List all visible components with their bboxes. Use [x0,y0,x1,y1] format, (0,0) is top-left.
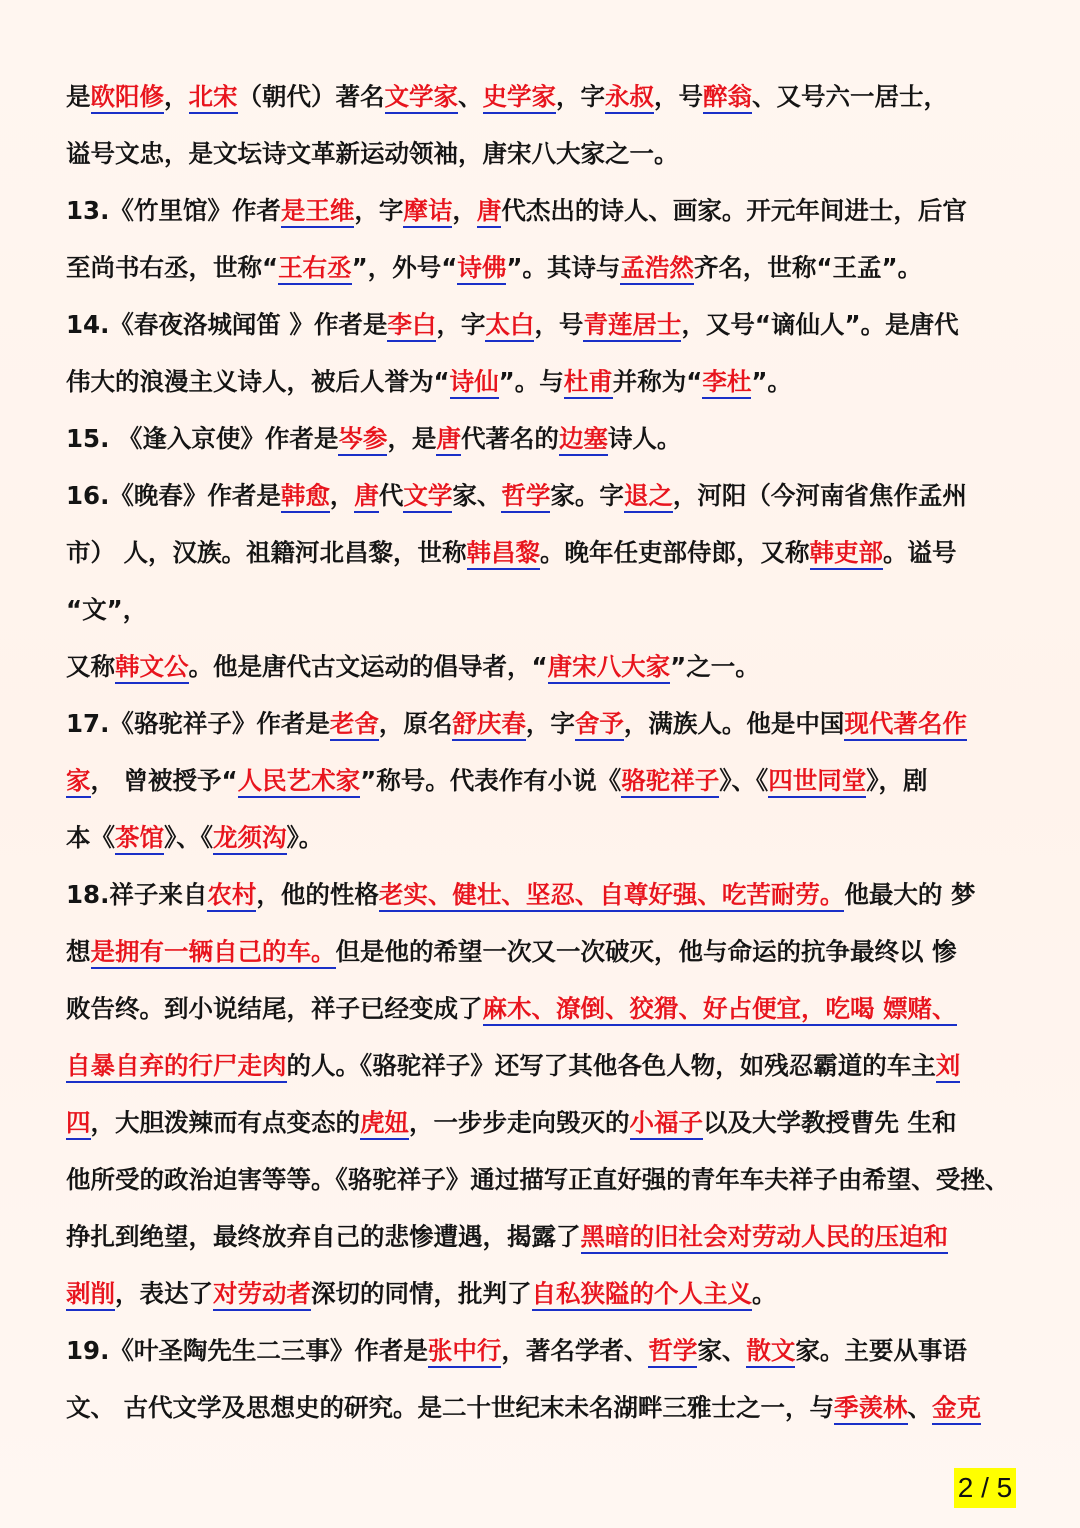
highlighted-answer: 老实、健壮、坚忍、自尊好强、吃苦耐劳。 [379,880,845,912]
text-line [66,1151,1018,1208]
highlighted-answer: 老舍 [330,709,379,741]
text-line [66,68,1018,125]
text-segment: 并称为“ [612,367,703,396]
text-segment: ，字 [525,709,575,738]
text-line [66,182,1018,239]
text-segment: ， [164,82,189,111]
highlighted-answer: 虎妞 [360,1108,409,1140]
text-segment: 齐名，世称“王孟”。 [693,253,923,282]
highlighted-answer: 史学家 [483,82,557,114]
text-segment: ，号 [654,82,703,111]
text-segment: 诗人。 [607,424,682,453]
text-segment: 伟大的浪漫主义诗人，被后人誉为“ [66,367,450,396]
text-segment: 想 [66,937,91,966]
text-segment: ，又号“谪仙人”。是唐代 [681,310,959,339]
highlighted-answer: 边塞 [559,424,608,456]
highlighted-answer: 杜甫 [564,367,613,399]
highlighted-answer: 韩吏部 [810,538,884,570]
highlighted-answer: 韩文公 [115,652,189,684]
text-line [66,1265,1018,1322]
text-segment: 深切的同情，批判了 [311,1279,532,1308]
text-segment: ，著名学者、 [501,1336,649,1365]
text-segment: ， [452,196,477,225]
highlighted-answer: 是拥有一辆自己的车。 [91,937,336,969]
highlighted-answer: 摩诘 [403,196,452,228]
text-segment: ”之一。 [670,652,760,681]
highlighted-answer: 哲学 [501,481,550,513]
text-segment: ， 曾被授予“ [90,766,238,795]
highlighted-answer: 小福子 [630,1108,704,1140]
text-line [66,410,1018,467]
text-segment: 》。 [286,823,324,852]
text-line [66,353,1018,410]
text-line [66,866,1018,923]
text-segment: 家。字 [550,481,624,510]
highlighted-answer: 刘 [936,1051,961,1083]
text-line [66,752,1018,809]
highlighted-answer: 四 [66,1108,91,1140]
text-segment: 14.《春夜洛城闻笛 》作者是 [66,310,388,339]
text-segment: 、 [907,1393,933,1422]
text-line [66,638,1018,695]
text-segment: 家、 [697,1336,747,1365]
text-segment: 13.《竹里馆》作者 [66,196,281,225]
highlighted-answer: 诗仙 [450,367,499,399]
text-segment: ”，外号“ [351,253,458,282]
text-segment: 。 [752,1279,777,1308]
text-line [66,467,1018,524]
text-segment: ，河阳（今河南省焦作孟州 [672,481,967,510]
highlighted-answer: 永叔 [605,82,654,114]
text-segment: 、又号六一居士， [752,82,948,111]
highlighted-answer: 人民艺术家 [238,766,361,798]
text-line [66,524,1018,581]
highlighted-answer: 哲学 [648,1336,697,1368]
highlighted-answer: 唐 [354,481,379,513]
text-segment: ，原名 [378,709,453,738]
text-segment: ，大胆泼辣而有点变态的 [90,1108,360,1137]
highlighted-answer: 岑参 [338,424,387,456]
highlighted-answer: 韩昌黎 [467,538,541,570]
highlighted-answer: 自暴自弃的行尸走肉 [66,1051,287,1083]
highlighted-answer: 季羡林 [834,1393,908,1425]
text-segment: 15. 《逢入京使》作者是 [66,424,339,453]
text-line [66,923,1018,980]
text-line [66,1094,1018,1151]
text-segment: 17.《骆驼祥子》作者是 [66,709,330,738]
text-segment: 家。主要从事语 [795,1336,967,1365]
text-segment: 代 [378,481,404,510]
text-segment: 家、 [452,481,502,510]
highlighted-answer: 是王维 [281,196,355,228]
highlighted-answer: 麻木、潦倒、狡猾、好占便宜，吃喝 嫖赌、 [483,994,957,1026]
highlighted-answer: 退之 [624,481,673,513]
text-line [66,125,1018,182]
text-segment: ， [329,481,355,510]
text-segment: “文”， [66,595,148,624]
highlighted-answer: 龙须沟 [213,823,287,855]
text-segment: 又称 [66,652,115,681]
text-segment: ，一步步走向毁灭的 [409,1108,630,1137]
text-segment: 16.《晚春》作者是 [66,481,281,510]
highlighted-answer: 骆驼祥子 [621,766,719,798]
highlighted-answer: 剥削 [66,1279,115,1311]
text-segment: 。谥号 [883,538,957,567]
text-line [66,980,1018,1037]
highlighted-answer: 文学家 [385,82,459,114]
text-segment: 挣扎到绝望，最终放弃自己的悲惨遭遇，揭露了 [66,1222,581,1251]
text-segment: 本《 [66,823,115,852]
text-segment: 。他是唐代古文运动的倡导者，“ [188,652,548,681]
highlighted-answer: 青莲居士 [583,310,681,342]
text-segment: ”。 [751,367,792,396]
text-segment: 19.《叶圣陶先生二三事》作者是 [66,1336,428,1365]
highlighted-answer: 唐 [436,424,461,456]
text-line [66,581,1018,638]
text-segment: ，字 [556,82,605,111]
highlighted-answer: 唐宋八大家 [548,652,671,684]
text-segment: 》，剧 [866,766,928,795]
highlighted-answer: 唐 [477,196,502,228]
text-segment: ”。其诗与 [506,253,621,282]
text-line [66,296,1018,353]
highlighted-answer: 张中行 [428,1336,502,1368]
text-segment: ，号 [534,310,584,339]
text-line [66,1322,1018,1379]
text-line [66,809,1018,866]
text-line [66,695,1018,752]
highlighted-answer: 对劳动者 [213,1279,311,1311]
text-segment: 。晚年任吏部侍郎，又称 [540,538,810,567]
highlighted-answer: 四世同堂 [768,766,866,798]
text-segment: 是 [66,82,91,111]
text-segment: 代著名的 [460,424,559,453]
text-segment: ，表达了 [115,1279,213,1308]
highlighted-answer: 王右丞 [278,253,352,285]
text-segment: ，字 [354,196,404,225]
text-segment: ”称号。代表作有小说《 [360,766,622,795]
text-segment: ，满族人。他是中国 [623,709,845,738]
highlighted-answer: 舒庆春 [452,709,526,741]
text-segment: ”。与 [498,367,564,396]
text-line [66,1037,1018,1094]
document-body [66,68,1018,1436]
highlighted-answer: 李杜 [702,367,751,399]
highlighted-answer: 诗佛 [457,253,506,285]
page-number: 2 / 5 [954,1468,1016,1508]
text-segment: 代杰出的诗人、画家。开元年间进士，后官 [501,196,967,225]
highlighted-answer: 散文 [746,1336,795,1368]
highlighted-answer: 太白 [485,310,534,342]
text-segment: ，字 [436,310,486,339]
highlighted-answer: 醉翁 [703,82,752,114]
highlighted-answer: 韩愈 [281,481,330,513]
highlighted-answer: 舍予 [575,709,624,741]
text-segment: 、 [458,82,483,111]
highlighted-answer: 孟浩然 [620,253,694,285]
text-segment: ，他的性格 [256,880,379,909]
text-segment: 》、《 [164,823,213,852]
text-segment: 以及大学教授曹先 生和 [703,1108,957,1137]
highlighted-answer: 现代著名作 [844,709,967,741]
text-segment: 他所受的政治迫害等等。《骆驼祥子》通过描写正直好强的青年车夫祥子由希望、受挫、 [66,1165,1010,1194]
highlighted-answer: 欧阳修 [91,82,165,114]
text-line [66,1379,1018,1436]
text-segment: 文、 古代文学及思想史的研究。是二十世纪末未名湖畔三雅士之一，与 [66,1393,835,1422]
highlighted-answer: 金克 [932,1393,981,1425]
text-line [66,1208,1018,1265]
text-line [66,239,1018,296]
text-segment: （朝代）著名 [237,82,385,111]
text-segment: ，是 [387,424,437,453]
text-segment: 》、《 [719,766,769,795]
text-segment: 市） 人，汉族。祖籍河北昌黎，世称 [66,538,467,567]
highlighted-answer: 李白 [387,310,436,342]
highlighted-answer: 农村 [207,880,256,912]
text-segment: 的人。《骆驼祥子》还写了其他各色人物，如残忍霸道的车主 [286,1051,936,1080]
text-segment: 败告终。到小说结尾，祥子已经变成了 [66,994,483,1023]
highlighted-answer: 文学 [403,481,452,513]
highlighted-answer: 黑暗的旧社会对劳动人民的压迫和 [581,1222,949,1254]
text-segment: 至尚书右丞，世称“ [66,253,279,282]
text-segment: 他最大的 梦 [844,880,976,909]
text-segment: 但是他的希望一次又一次破灭，他与命运的抗争最终以 惨 [335,937,957,966]
highlighted-answer: 家 [66,766,91,798]
text-segment: 18.祥子来自 [66,880,208,909]
highlighted-answer: 北宋 [189,82,238,114]
highlighted-answer: 自私狭隘的个人主义 [532,1279,753,1311]
highlighted-answer: 茶馆 [115,823,164,855]
text-segment: 谥号文忠，是文坛诗文革新运动领袖，唐宋八大家之一。 [66,139,679,168]
